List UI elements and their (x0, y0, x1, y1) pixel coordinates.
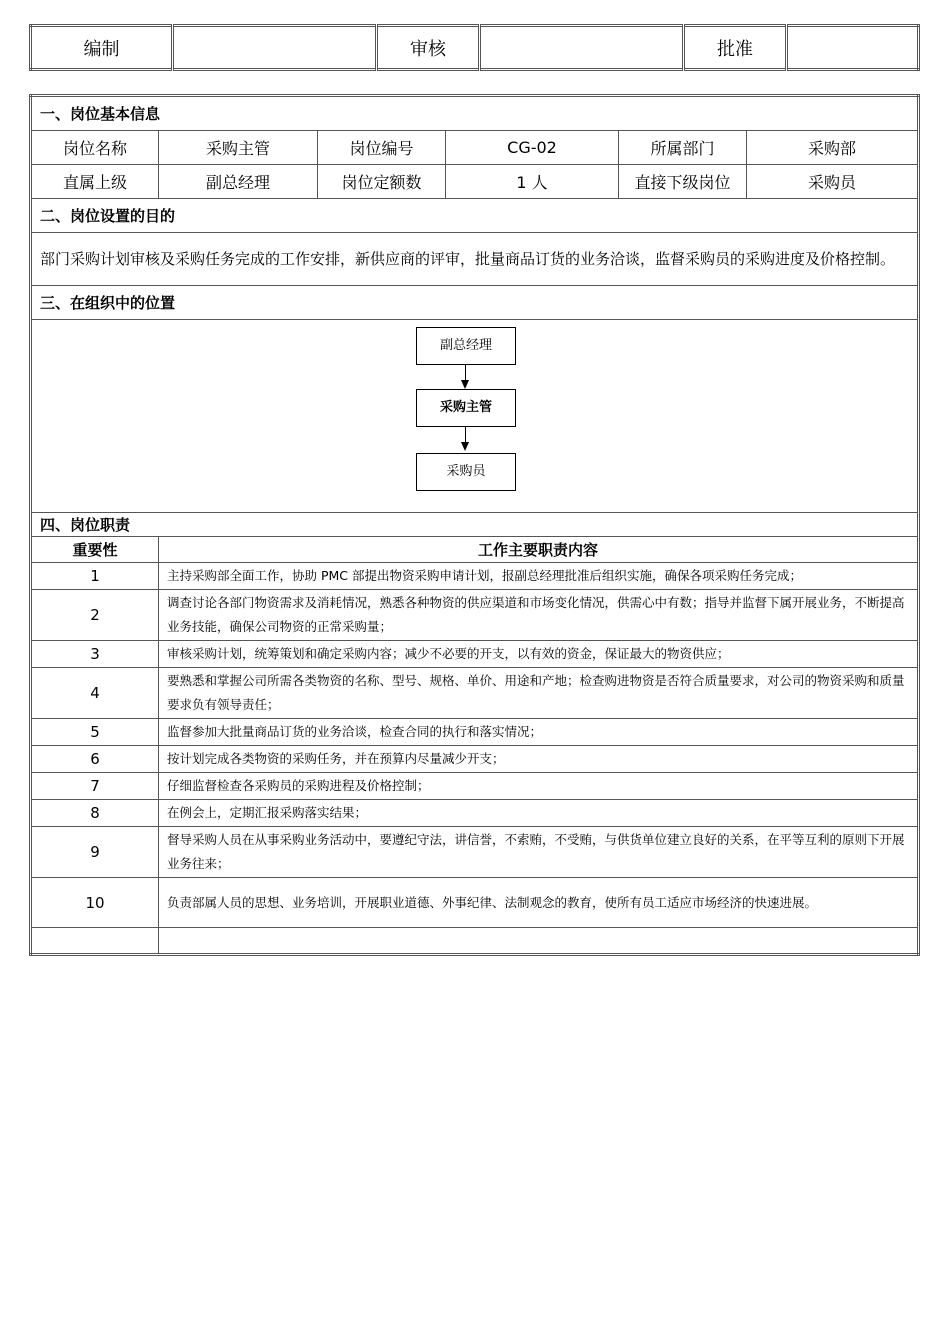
reviewed-label: 审核 (377, 26, 480, 70)
duty-number: 10 (31, 878, 159, 928)
section-basic-info-title: 一、岗位基本信息 (31, 96, 919, 131)
supervisor-value: 副总经理 (159, 165, 318, 199)
duty-number: 9 (31, 827, 159, 878)
purpose-text: 部门采购计划审核及采购任务完成的工作安排，新供应商的评审，批量商品订货的业务洽谈，监督采购员的采购进度及价格控制。 (31, 233, 919, 286)
empty-cell (159, 928, 919, 955)
table-row (31, 827, 919, 878)
basic-info-row-1 (31, 131, 919, 165)
org-node-purchasing-supervisor: 采购主管 (416, 389, 516, 427)
duty-text: 主持采购部全面工作，协助 PMC 部提出物资采购申请计划，报副总经理批准后组织实施，确保各项采购任务完成； (159, 563, 919, 590)
duty-text: 监督参加大批量商品订货的业务洽谈，检查合同的执行和落实情况； (159, 719, 919, 746)
duty-text: 审核采购计划，统筹策划和确定采购内容；减少不必要的开支，以有效的资金，保证最大的物资供应； (159, 641, 919, 668)
subordinate-value: 采购员 (747, 165, 919, 199)
table-row (31, 773, 919, 800)
duty-text: 负责部属人员的思想、业务培训，开展职业道德、外事纪律、法制观念的教育，使所有员工适应市场经济的快速进展。 (159, 878, 919, 928)
position-code-value: CG-02 (446, 131, 619, 165)
table-row (31, 668, 919, 719)
reviewed-field[interactable] (480, 26, 684, 70)
org-chart (31, 320, 919, 513)
duty-number: 8 (31, 800, 159, 827)
duty-number: 7 (31, 773, 159, 800)
duty-content-header: 工作主要职责内容 (159, 537, 919, 563)
duty-text: 要熟悉和掌握公司所需各类物资的名称、型号、规格、单价、用途和产地；检查购进物资是否符合质量要求，对公司的物资采购和质量要求负有领导责任； (159, 668, 919, 719)
headcount-value: 1 人 (446, 165, 619, 199)
arrow-down-icon (461, 442, 469, 451)
table-row (31, 563, 919, 590)
table-row (31, 878, 919, 928)
section-duties-title: 四、岗位职责 (31, 513, 919, 537)
headcount-label: 岗位定额数 (318, 165, 446, 199)
position-code-label: 岗位编号 (318, 131, 446, 165)
table-row (31, 719, 919, 746)
arrow-down-icon (461, 380, 469, 389)
duty-number: 1 (31, 563, 159, 590)
duty-text: 仔细监督检查各采购员的采购进程及价格控制； (159, 773, 919, 800)
table-row (31, 800, 919, 827)
table-row (31, 641, 919, 668)
duty-number: 5 (31, 719, 159, 746)
org-connector-1 (465, 365, 466, 381)
importance-header: 重要性 (31, 537, 159, 563)
duty-text: 调查讨论各部门物资需求及消耗情况，熟悉各种物资的供应渠道和市场变化情况，供需心中有数；指导并监督下属开展业务，不断提高业务技能，确保公司物资的正常采购量； (159, 590, 919, 641)
org-connector-2 (465, 427, 466, 443)
duty-number: 6 (31, 746, 159, 773)
empty-cell (31, 928, 159, 955)
org-node-purchaser: 采购员 (416, 453, 516, 491)
duty-number: 4 (31, 668, 159, 719)
approved-label: 批准 (684, 26, 787, 70)
approved-field[interactable] (787, 26, 919, 70)
table-row (31, 746, 919, 773)
table-row (31, 590, 919, 641)
duty-text: 按计划完成各类物资的采购任务，并在预算内尽量减少开支； (159, 746, 919, 773)
job-description-table (29, 94, 920, 956)
section-org-position-title: 三、在组织中的位置 (31, 286, 919, 320)
signoff-table (29, 24, 920, 71)
duty-text: 在例会上，定期汇报采购落实结果； (159, 800, 919, 827)
org-node-vice-gm: 副总经理 (416, 327, 516, 365)
duty-text: 督导采购人员在从事采购业务活动中，要遵纪守法，讲信誉，不索贿，不受贿，与供货单位建立良好的关系，在平等互利的原则下开展业务往来； (159, 827, 919, 878)
subordinate-label: 直接下级岗位 (619, 165, 747, 199)
department-label: 所属部门 (619, 131, 747, 165)
empty-table-row (31, 928, 919, 955)
prepared-field[interactable] (173, 26, 377, 70)
duty-number: 2 (31, 590, 159, 641)
basic-info-row-2 (31, 165, 919, 199)
department-value: 采购部 (747, 131, 919, 165)
position-name-label: 岗位名称 (31, 131, 159, 165)
section-purpose-title: 二、岗位设置的目的 (31, 199, 919, 233)
supervisor-label: 直属上级 (31, 165, 159, 199)
duty-number: 3 (31, 641, 159, 668)
prepared-label: 编制 (31, 26, 173, 70)
position-name-value: 采购主管 (159, 131, 318, 165)
